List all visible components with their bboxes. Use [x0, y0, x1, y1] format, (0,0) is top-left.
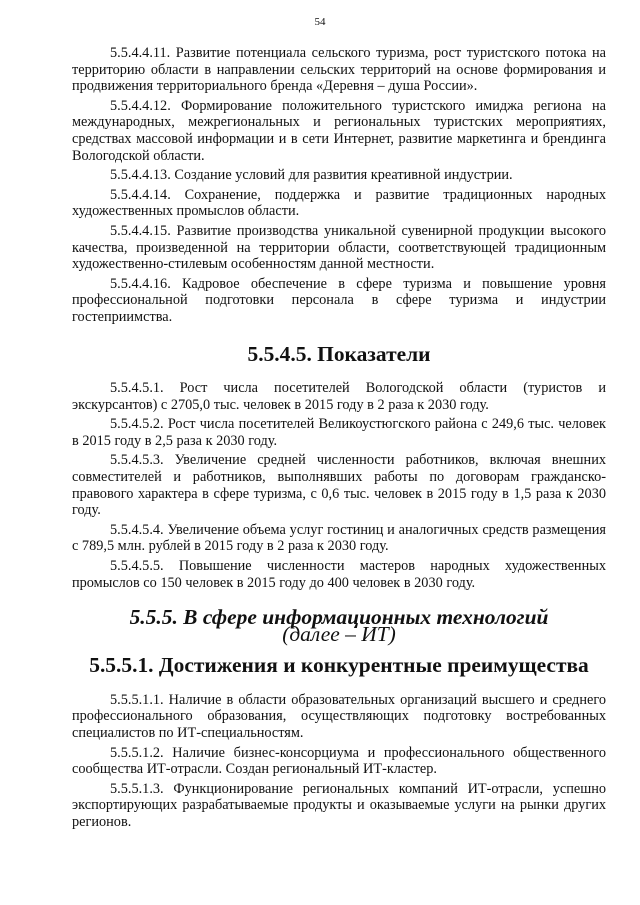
advantage-5-5-5-1-2: 5.5.5.1.2. Наличие бизнес-консорциума и профессионального общественного сообщества ИТ-отрасли. Создан региональный ИТ-кластер. [72, 744, 606, 778]
paragraph-5-5-4-4-11: 5.5.4.4.11. Развитие потенциала сельского туризма, рост туристского потока на территорию области в направлении сельских территорий на основе формирования и продвижения территориального бренда «Деревня – душа России». [72, 45, 606, 95]
indicator-5-5-4-5-4: 5.5.4.5.4. Увеличение объема услуг гостиниц и аналогичных средств размещения с 789,5 млн. рублей в 2015 году в 2 раза к 2030 году. [72, 521, 606, 555]
indicator-5-5-4-5-2: 5.5.4.5.2. Рост числа посетителей Великоустюгского района с 249,6 тыс. человек в 2015 году в 2,5 раза к 2030 году. [72, 416, 606, 449]
paragraph-5-5-4-4-12: 5.5.4.4.12. Формирование положительного туристского имиджа региона на международных, межрегиональных и региональных туристских мероприятиях, средствах массовой информации и в сети Интернет, развитие маркетинга и брендинга Вологодской области. [72, 97, 606, 164]
section-subtitle-5-5-5: (далее – ИТ) [282, 622, 396, 647]
indicator-5-5-4-5-5: 5.5.4.5.5. Повышение численности мастеров народных художественных промыслов со 150 человек в 2015 году до 400 человек в 2030 году. [72, 558, 606, 591]
paragraph-5-5-4-4-16: 5.5.4.4.16. Кадровое обеспечение в сфере туризма и повышение уровня профессиональной подготовки персонала в сфере туризма и индустрии гостеприимства. [72, 275, 606, 325]
section-title-5-5-4-5: 5.5.4.5. Показатели [247, 341, 431, 366]
page-number: 54 [314, 16, 326, 28]
paragraph-5-5-4-4-14: 5.5.4.4.14. Сохранение, поддержка и развитие традиционных народных художественных промыслов области. [72, 186, 606, 220]
section-title-5-5-5 [72, 605, 606, 647]
document-body [72, 45, 606, 834]
section-title-5-5-5-text: 5.5.5. В сфере информационных технологий [129, 605, 549, 630]
section-title-5-5-5-1: 5.5.5.1. Достижения и конкурентные преимущества [89, 653, 589, 678]
paragraph-5-5-4-4-15: 5.5.4.4.15. Развитие производства уникальной сувенирной продукции высокого качества, произведенной на территории области, соответствующей традиционным художественно-стилевым особенностям данной местности. [72, 222, 606, 273]
advantage-5-5-5-1-3: 5.5.5.1.3. Функционирование региональных компаний ИТ-отрасли, успешно экспортирующих разрабатываемые продукты и оказываемые услуги на рынки других регионов. [72, 780, 606, 830]
paragraph-5-5-4-4-13: 5.5.4.4.13. Создание условий для развития креативной индустрии. [110, 167, 513, 184]
indicator-5-5-4-5-3: 5.5.4.5.3. Увеличение средней численности работников, включая внешних совместителей и работников, выполнявших работы по договорам гражданско-правового характера в сфере туризма, с 0,6 тыс. человек в 2015 году в 1,5 раза к 2030 году. [72, 452, 606, 519]
indicator-5-5-4-5-1: 5.5.4.5.1. Рост числа посетителей Вологодской области (туристов и экскурсантов) с 2705,0 тыс. человек в 2015 году в 2 раза к 2030 году. [72, 380, 606, 413]
advantage-5-5-5-1-1: 5.5.5.1.1. Наличие в области образовательных организаций высшего и среднего профессионального образования, осуществляющих подготовку востребованных специалистов по ИТ-специальностям. [72, 691, 606, 741]
